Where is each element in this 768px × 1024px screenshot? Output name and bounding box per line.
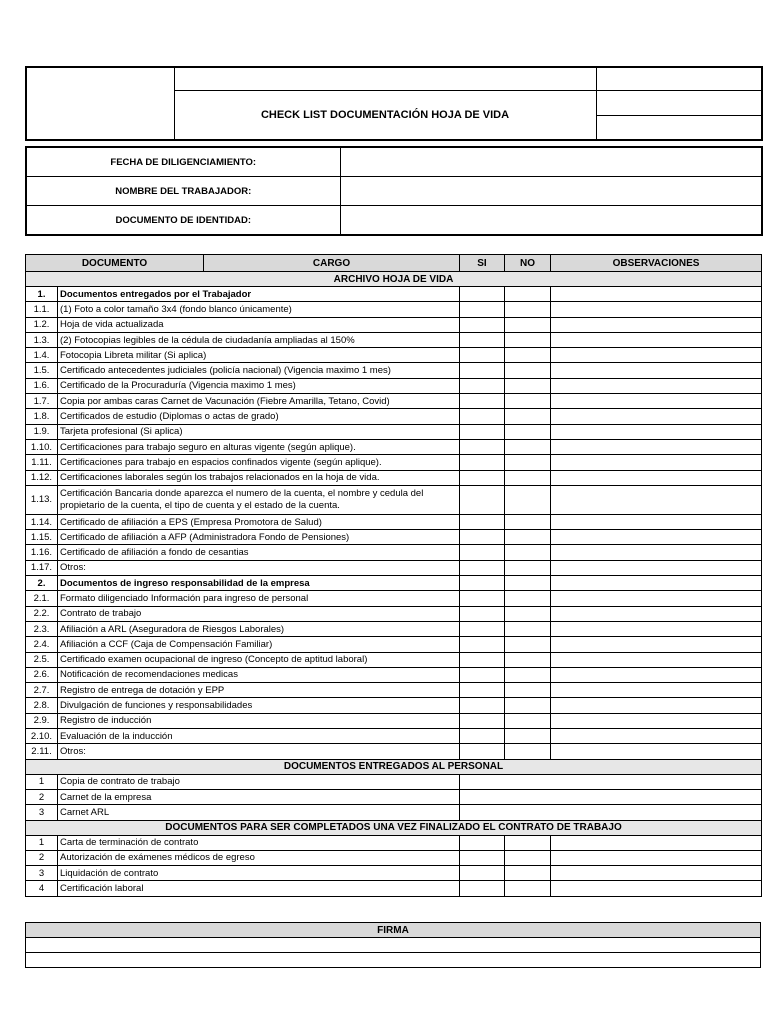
si-checkbox[interactable] [460, 332, 505, 347]
observaciones-cell[interactable] [551, 514, 762, 529]
group-header-row [26, 287, 762, 302]
item-number: 1.4. [26, 348, 58, 363]
observaciones-cell[interactable] [551, 332, 762, 347]
code-cell [596, 67, 762, 90]
si-checkbox[interactable] [460, 530, 505, 545]
section-entregados-row [26, 759, 762, 774]
item-number: 1.6. [26, 378, 58, 393]
observaciones-cell[interactable] [551, 591, 762, 606]
si-checkbox[interactable] [460, 637, 505, 652]
header-top-cell [174, 67, 596, 90]
checklist-row [26, 652, 762, 667]
checklist-row [26, 866, 762, 881]
item-label: Carnet de la empresa [58, 789, 460, 804]
item-number: 2.10. [26, 729, 58, 744]
item-label: (2) Fotocopias legibles de la cédula de ciudadanía ampliadas al 150% [58, 332, 460, 347]
no-checkbox[interactable] [505, 591, 551, 606]
no-checkbox[interactable] [505, 637, 551, 652]
item-label: Fotocopia Libreta militar (Si aplica) [58, 348, 460, 363]
section-archivo-row [26, 272, 762, 287]
checklist-table [25, 254, 762, 897]
item-label: Certificados de estudio (Diplomas o actas de grado) [58, 409, 460, 424]
checklist-row [26, 378, 762, 393]
observaciones-cell[interactable] [551, 424, 762, 439]
item-number: 1.1. [26, 302, 58, 317]
si-checkbox[interactable] [460, 409, 505, 424]
checklist-row [26, 805, 762, 820]
si-checkbox[interactable] [460, 394, 505, 409]
item-label: Certificaciones para trabajo seguro en alturas vigente (según aplique). [58, 439, 460, 454]
si-checkbox[interactable] [460, 850, 505, 865]
no-checkbox[interactable] [505, 729, 551, 744]
item-number: 1 [26, 835, 58, 850]
no-checkbox[interactable] [505, 667, 551, 682]
item-number: 1.7. [26, 394, 58, 409]
firma-title: FIRMA [26, 923, 761, 938]
no-checkbox[interactable] [505, 850, 551, 865]
item-label: Copia por ambas caras Carnet de Vacunación (Fiebre Amarilla, Tetano, Covid) [58, 394, 460, 409]
no-checkbox[interactable] [505, 606, 551, 621]
si-checkbox[interactable] [460, 363, 505, 378]
col-documento: DOCUMENTO [26, 255, 204, 272]
no-checkbox[interactable] [505, 378, 551, 393]
observaciones-cell[interactable] [551, 455, 762, 470]
item-label: Registro de entrega de dotación y EPP [58, 683, 460, 698]
worker-info-table [25, 146, 763, 236]
checklist-row [26, 439, 762, 454]
col-no: NO [505, 255, 551, 272]
checklist-row [26, 606, 762, 621]
item-label: Autorización de exámenes médicos de egreso [58, 850, 460, 865]
no-checkbox[interactable] [505, 470, 551, 485]
logo-cell [26, 67, 174, 140]
item-number: 2. [26, 576, 58, 591]
firma-line-2[interactable] [26, 953, 761, 968]
item-number: 1.16. [26, 545, 58, 560]
observaciones-cell[interactable] [551, 698, 762, 713]
nombre-field[interactable] [340, 177, 762, 206]
item-label: Certificado de la Procuraduría (Vigencia maximo 1 mes) [58, 378, 460, 393]
item-label: Carta de terminación de contrato [58, 835, 460, 850]
item-number: 4 [26, 881, 58, 896]
no-checkbox[interactable] [505, 881, 551, 896]
checklist-row [26, 363, 762, 378]
item-number: 1.2. [26, 317, 58, 332]
version-date-cell [596, 90, 762, 140]
si-checkbox[interactable] [460, 545, 505, 560]
si-checkbox[interactable] [460, 302, 505, 317]
item-number: 2.8. [26, 698, 58, 713]
item-number: 1.17. [26, 560, 58, 575]
firma-line-1[interactable] [26, 938, 761, 953]
item-number: 2.9. [26, 713, 58, 728]
item-number: 2 [26, 789, 58, 804]
no-checkbox[interactable] [505, 409, 551, 424]
col-observaciones: OBSERVACIONES [551, 255, 762, 272]
observaciones-cell[interactable] [551, 545, 762, 560]
observaciones-cell[interactable] [551, 729, 762, 744]
checklist-row [26, 485, 762, 514]
item-label: Certificaciones para trabajo en espacios confinados vigente (según aplique). [58, 455, 460, 470]
item-label: Certificado de afiliación a AFP (Administradora Fondo de Pensiones) [58, 530, 460, 545]
si-checkbox[interactable] [460, 683, 505, 698]
checklist-row [26, 560, 762, 575]
col-si: SI [460, 255, 505, 272]
documento-field[interactable] [340, 206, 762, 236]
item-label: Certificado antecedentes judiciales (policía nacional) (Vigencia maximo 1 mes) [58, 363, 460, 378]
checklist-row [26, 409, 762, 424]
item-label: Documentos de ingreso responsabilidad de la empresa [58, 576, 460, 591]
checklist-row [26, 302, 762, 317]
observaciones-cell[interactable] [460, 774, 762, 789]
no-checkbox[interactable] [505, 698, 551, 713]
item-label: Tarjeta profesional (Si aplica) [58, 424, 460, 439]
si-checkbox[interactable] [460, 652, 505, 667]
col-cargo: CARGO [204, 255, 460, 272]
item-number: 1.12. [26, 470, 58, 485]
item-label: Afiliación a CCF (Caja de Compensación Familiar) [58, 637, 460, 652]
item-label: Contrato de trabajo [58, 606, 460, 621]
no-checkbox[interactable] [505, 576, 551, 591]
item-number: 1.3. [26, 332, 58, 347]
info-label-nombre: NOMBRE DEL TRABAJADOR: [26, 177, 340, 206]
observaciones-cell[interactable] [551, 606, 762, 621]
no-checkbox[interactable] [505, 287, 551, 302]
item-number: 1.10. [26, 439, 58, 454]
observaciones-cell[interactable] [551, 470, 762, 485]
si-checkbox[interactable] [460, 606, 505, 621]
item-label: Otros: [58, 744, 460, 759]
item-label: Hoja de vida actualizada [58, 317, 460, 332]
item-number: 1.15. [26, 530, 58, 545]
item-label: Divulgación de funciones y responsabilidades [58, 698, 460, 713]
checklist-row [26, 470, 762, 485]
no-checkbox[interactable] [505, 317, 551, 332]
si-checkbox[interactable] [460, 560, 505, 575]
si-checkbox[interactable] [460, 713, 505, 728]
section-finalizado-row [26, 820, 762, 835]
si-checkbox[interactable] [460, 378, 505, 393]
item-number: 1. [26, 287, 58, 302]
group-header-row [26, 576, 762, 591]
checklist-row [26, 514, 762, 529]
no-checkbox[interactable] [505, 302, 551, 317]
page-title: CHECK LIST DOCUMENTACIÓN HOJA DE VIDA [174, 90, 596, 140]
no-checkbox[interactable] [505, 332, 551, 347]
checklist-row [26, 881, 762, 896]
no-checkbox[interactable] [505, 652, 551, 667]
no-checkbox[interactable] [505, 866, 551, 881]
checklist-row [26, 348, 762, 363]
item-number: 3 [26, 866, 58, 881]
observaciones-cell[interactable] [551, 363, 762, 378]
item-number: 1.14. [26, 514, 58, 529]
item-number: 1.5. [26, 363, 58, 378]
si-checkbox[interactable] [460, 514, 505, 529]
item-label: Formato diligenciado Información para ingreso de personal [58, 591, 460, 606]
item-number: 2.1. [26, 591, 58, 606]
si-checkbox[interactable] [460, 287, 505, 302]
observaciones-cell[interactable] [460, 789, 762, 804]
section-archivo-title: ARCHIVO HOJA DE VIDA [26, 272, 762, 287]
item-number: 2.11. [26, 744, 58, 759]
item-label: Liquidación de contrato [58, 866, 460, 881]
no-checkbox[interactable] [505, 424, 551, 439]
no-checkbox[interactable] [505, 348, 551, 363]
observaciones-cell[interactable] [551, 667, 762, 682]
item-label: Carnet ARL [58, 805, 460, 820]
no-checkbox[interactable] [505, 455, 551, 470]
observaciones-cell[interactable] [551, 485, 762, 514]
item-number: 2.3. [26, 621, 58, 636]
item-label: Certificación Bancaria donde aparezca el numero de la cuenta, el nombre y cedula del propietario de la cuenta, el tipo de cuenta y el estado de la cuenta. [58, 485, 460, 514]
column-header-row [26, 255, 762, 272]
observaciones-cell[interactable] [551, 530, 762, 545]
checklist-row [26, 637, 762, 652]
si-checkbox[interactable] [460, 881, 505, 896]
item-number: 2 [26, 850, 58, 865]
checklist-row [26, 530, 762, 545]
section-finalizado-title: DOCUMENTOS PARA SER COMPLETADOS UNA VEZ FINALIZADO EL CONTRATO DE TRABAJO [26, 820, 762, 835]
checklist-row [26, 744, 762, 759]
si-checkbox[interactable] [460, 317, 505, 332]
observaciones-cell[interactable] [551, 409, 762, 424]
document-header [25, 66, 763, 141]
observaciones-cell[interactable] [551, 621, 762, 636]
checklist-row [26, 729, 762, 744]
observaciones-cell[interactable] [551, 744, 762, 759]
observaciones-cell[interactable] [551, 637, 762, 652]
checklist-row [26, 789, 762, 804]
signature-table [25, 922, 761, 968]
si-checkbox[interactable] [460, 424, 505, 439]
section-entregados-title: DOCUMENTOS ENTREGADOS AL PERSONAL [26, 759, 762, 774]
checklist-row [26, 455, 762, 470]
item-number: 2.6. [26, 667, 58, 682]
si-checkbox[interactable] [460, 348, 505, 363]
observaciones-cell[interactable] [551, 378, 762, 393]
checklist-row [26, 835, 762, 850]
no-checkbox[interactable] [505, 363, 551, 378]
checklist-row [26, 621, 762, 636]
checklist-row [26, 774, 762, 789]
observaciones-cell[interactable] [551, 317, 762, 332]
checklist-row [26, 591, 762, 606]
observaciones-cell[interactable] [551, 287, 762, 302]
no-checkbox[interactable] [505, 530, 551, 545]
checklist-row [26, 394, 762, 409]
item-number: 1 [26, 774, 58, 789]
si-checkbox[interactable] [460, 698, 505, 713]
checklist-row [26, 683, 762, 698]
observaciones-cell[interactable] [551, 560, 762, 575]
checklist-row [26, 545, 762, 560]
item-label: Certificado de afiliación a fondo de cesantias [58, 545, 460, 560]
si-checkbox[interactable] [460, 470, 505, 485]
checklist-row [26, 424, 762, 439]
item-label: Afiliación a ARL (Aseguradora de Riesgos Laborales) [58, 621, 460, 636]
no-checkbox[interactable] [505, 683, 551, 698]
observaciones-cell[interactable] [551, 302, 762, 317]
si-checkbox[interactable] [460, 591, 505, 606]
item-label: Otros: [58, 560, 460, 575]
item-label: Certificaciones laborales según los trabajos relacionados en la hoja de vida. [58, 470, 460, 485]
checklist-row [26, 317, 762, 332]
item-number: 2.4. [26, 637, 58, 652]
item-label: Notificación de recomendaciones medicas [58, 667, 460, 682]
si-checkbox[interactable] [460, 729, 505, 744]
observaciones-cell[interactable] [551, 683, 762, 698]
observaciones-cell[interactable] [551, 881, 762, 896]
checklist-row [26, 698, 762, 713]
item-number: 1.8. [26, 409, 58, 424]
item-label: Evaluación de la inducción [58, 729, 460, 744]
observaciones-cell[interactable] [551, 850, 762, 865]
si-checkbox[interactable] [460, 744, 505, 759]
fecha-field[interactable] [340, 147, 762, 177]
no-checkbox[interactable] [505, 394, 551, 409]
no-checkbox[interactable] [505, 744, 551, 759]
item-label: Certificado examen ocupacional de ingreso (Concepto de aptitud laboral) [58, 652, 460, 667]
item-label: Registro de inducción [58, 713, 460, 728]
info-label-documento: DOCUMENTO DE IDENTIDAD: [26, 206, 340, 236]
observaciones-cell[interactable] [551, 652, 762, 667]
si-checkbox[interactable] [460, 835, 505, 850]
item-label: Copia de contrato de trabajo [58, 774, 460, 789]
si-checkbox[interactable] [460, 485, 505, 514]
no-checkbox[interactable] [505, 485, 551, 514]
si-checkbox[interactable] [460, 866, 505, 881]
si-checkbox[interactable] [460, 455, 505, 470]
observaciones-cell[interactable] [551, 439, 762, 454]
item-label: Certificación laboral [58, 881, 460, 896]
item-number: 1.11. [26, 455, 58, 470]
observaciones-cell[interactable] [551, 348, 762, 363]
no-checkbox[interactable] [505, 514, 551, 529]
observaciones-cell[interactable] [460, 805, 762, 820]
observaciones-cell[interactable] [551, 866, 762, 881]
checklist-row [26, 850, 762, 865]
observaciones-cell[interactable] [551, 835, 762, 850]
checklist-row [26, 332, 762, 347]
observaciones-cell[interactable] [551, 576, 762, 591]
no-checkbox[interactable] [505, 621, 551, 636]
checklist-row [26, 713, 762, 728]
item-number: 1.9. [26, 424, 58, 439]
item-number: 2.5. [26, 652, 58, 667]
item-label: Documentos entregados por el Trabajador [58, 287, 460, 302]
checklist-row [26, 667, 762, 682]
no-checkbox[interactable] [505, 560, 551, 575]
observaciones-cell[interactable] [551, 713, 762, 728]
no-checkbox[interactable] [505, 835, 551, 850]
no-checkbox[interactable] [505, 545, 551, 560]
si-checkbox[interactable] [460, 621, 505, 636]
si-checkbox[interactable] [460, 439, 505, 454]
item-number: 2.2. [26, 606, 58, 621]
item-label: Certificado de afiliación a EPS (Empresa Promotora de Salud) [58, 514, 460, 529]
si-checkbox[interactable] [460, 667, 505, 682]
item-label: (1) Foto a color tamaño 3x4 (fondo blanco únicamente) [58, 302, 460, 317]
no-checkbox[interactable] [505, 713, 551, 728]
item-number: 1.13. [26, 485, 58, 514]
observaciones-cell[interactable] [551, 394, 762, 409]
no-checkbox[interactable] [505, 439, 551, 454]
item-number: 3 [26, 805, 58, 820]
info-label-fecha: FECHA DE DILIGENCIAMIENTO: [26, 147, 340, 177]
si-checkbox[interactable] [460, 576, 505, 591]
item-number: 2.7. [26, 683, 58, 698]
